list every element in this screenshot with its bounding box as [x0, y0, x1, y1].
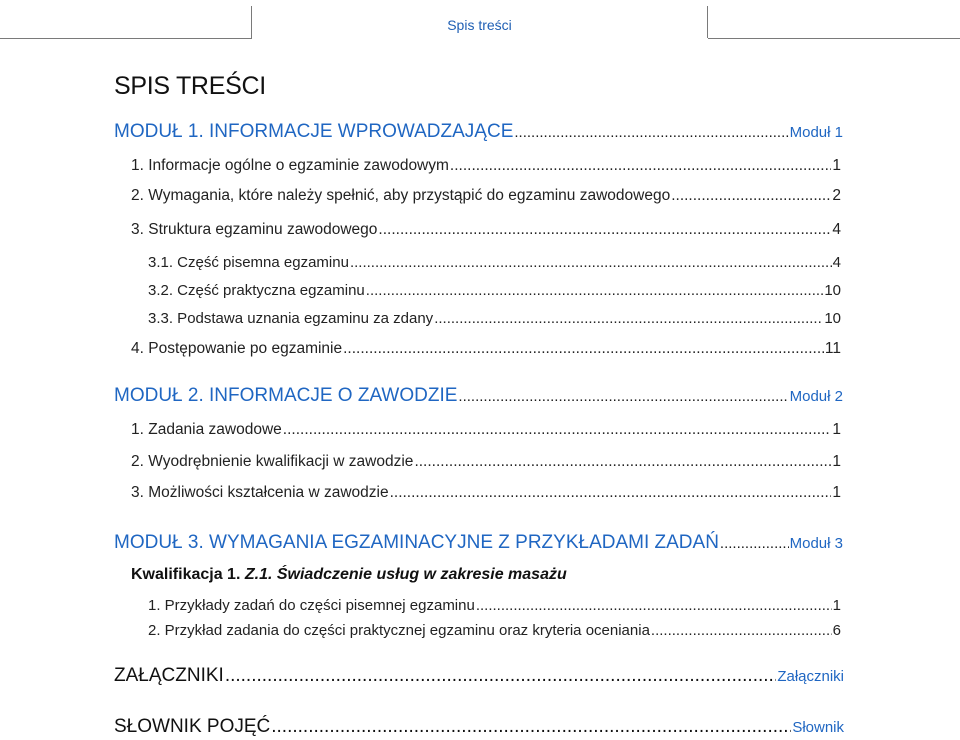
- toc-entry-page: 1: [832, 421, 841, 438]
- toc-entry-module-2[interactable]: [114, 385, 843, 407]
- toc-entry-text: MODUŁ 2. INFORMACJE O ZAWODZIE: [114, 385, 458, 406]
- toc-entry-page: 4: [832, 221, 841, 238]
- toc-entry-page: Słownik: [792, 719, 844, 736]
- toc-entry-page: 10: [824, 310, 841, 327]
- dot-leader: [458, 388, 788, 405]
- toc-entry-text: 3. Struktura egzaminu zawodowego: [131, 221, 378, 238]
- toc-entry-text: 2. Wymagania, które należy spełnić, aby przystąpić do egzaminu zawodowego: [131, 187, 671, 204]
- toc-entry[interactable]: [148, 254, 841, 271]
- toc-entry-text: 3.2. Część praktyczna egzaminu: [148, 282, 365, 299]
- toc-entry-page: 2: [832, 187, 841, 204]
- toc-title: SPIS TREŚCI: [114, 72, 266, 100]
- toc-entry-text: SŁOWNIK POJĘĆ: [114, 716, 271, 737]
- toc-entry-page: 6: [832, 622, 841, 639]
- toc-entry-text: MODUŁ 1. INFORMACJE WPROWADZAJĄCE: [114, 121, 514, 142]
- qualification-name: Z.1. Świadczenie usług w zakresie masażu: [244, 566, 567, 583]
- toc-entry-text: 3. Możliwości kształcenia w zawodzie: [131, 484, 389, 501]
- toc-entry-page: 11: [824, 340, 841, 357]
- toc-entry-page: Załączniki: [777, 668, 844, 685]
- dot-leader: [671, 187, 831, 205]
- dot-leader: [283, 421, 832, 439]
- toc-entry[interactable]: [131, 453, 841, 471]
- toc-entry[interactable]: [131, 187, 841, 205]
- dot-leader: [366, 282, 824, 299]
- toc-entry-text: 2. Wyodrębnienie kwalifikacji w zawodzie: [131, 453, 414, 470]
- toc-entry[interactable]: [148, 597, 841, 614]
- toc-entry[interactable]: [148, 310, 841, 327]
- dot-leader: [450, 157, 831, 175]
- toc-entry-page: 4: [832, 254, 841, 271]
- toc-entry-page: Moduł 2: [789, 388, 843, 405]
- dot-leader: [271, 716, 791, 738]
- toc-entry-page: Moduł 3: [789, 535, 843, 552]
- toc-entry-text: 4. Postępowanie po egzaminie: [131, 340, 343, 357]
- dot-leader: [514, 124, 788, 141]
- toc-entry[interactable]: [131, 221, 841, 239]
- dot-leader: [225, 665, 777, 687]
- toc-entry[interactable]: [148, 622, 841, 639]
- toc-entry-page: 1: [832, 597, 841, 614]
- toc-entry[interactable]: [131, 484, 841, 502]
- toc-entry-text: 1. Przykłady zadań do części pisemnej egzaminu: [148, 597, 475, 614]
- toc-entry-page: 1: [832, 157, 841, 174]
- toc-entry-text: 3.3. Podstawa uznania egzaminu za zdany: [148, 310, 434, 327]
- toc-entry[interactable]: [131, 340, 841, 358]
- toc-entry-module-3[interactable]: [114, 532, 843, 554]
- toc-entry-text: 1. Zadania zawodowe: [131, 421, 282, 438]
- toc-entry-page: 10: [824, 282, 841, 299]
- toc-entry-page: 1: [832, 484, 841, 501]
- toc-entry-text: 2. Przykład zadania do części praktycznej egzaminu oraz kryteria oceniania: [148, 622, 650, 639]
- toc-entry-module-1[interactable]: [114, 121, 843, 143]
- toc-entry-appendices[interactable]: [114, 665, 844, 687]
- toc-entry-text: 3.1. Część pisemna egzaminu: [148, 254, 349, 271]
- dot-leader: [651, 622, 832, 639]
- dot-leader: [476, 597, 832, 614]
- dot-leader: [720, 535, 789, 552]
- dot-leader: [414, 453, 831, 471]
- toc-entry-page: Moduł 1: [789, 124, 843, 141]
- toc-entry-text: ZAŁĄCZNIKI: [114, 665, 224, 686]
- dot-leader: [343, 340, 824, 358]
- toc-entry-text: MODUŁ 3. WYMAGANIA EGZAMINACYJNE Z PRZYKŁADAMI ZADAŃ: [114, 532, 719, 553]
- toc-entry-page: 1: [832, 453, 841, 470]
- dot-leader: [350, 254, 832, 271]
- toc-entry-text: 1. Informacje ogólne o egzaminie zawodowym: [131, 157, 449, 174]
- qualification-prefix: Kwalifikacja 1.: [131, 566, 241, 583]
- toc-entry[interactable]: [131, 421, 841, 439]
- header-title: Spis treści: [447, 17, 512, 33]
- dot-leader: [378, 221, 831, 239]
- toc-entry-glossary[interactable]: [114, 716, 844, 738]
- toc-entry[interactable]: [148, 282, 841, 299]
- dot-leader: [434, 310, 823, 327]
- dot-leader: [390, 484, 832, 502]
- qualification-heading: [131, 566, 567, 584]
- toc-entry[interactable]: [131, 157, 841, 175]
